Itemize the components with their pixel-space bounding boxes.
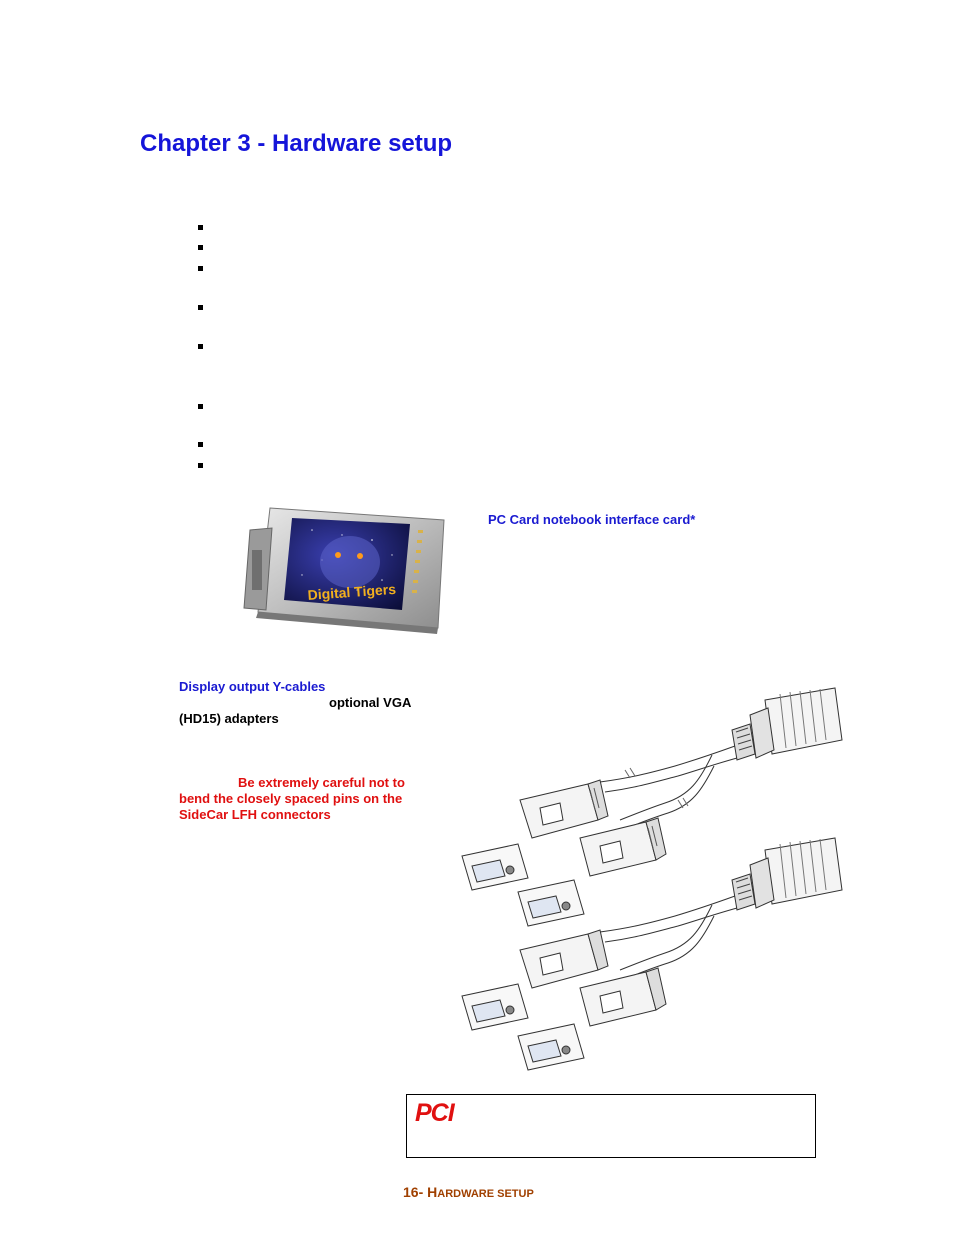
vga-adapters-caption-1: optional VGA xyxy=(329,695,412,710)
cable-caption xyxy=(179,679,429,727)
page-footer xyxy=(403,1184,534,1200)
pci-logo: PCI xyxy=(415,1099,454,1127)
list-bullet xyxy=(198,404,203,409)
warning-line-1: Be extremely careful not to xyxy=(238,775,405,790)
list-bullet xyxy=(198,266,203,271)
list-bullet xyxy=(198,442,203,447)
pc-card-image xyxy=(222,500,452,635)
y-cables-illustration xyxy=(450,670,850,1085)
list-bullet xyxy=(198,344,203,349)
list-bullet xyxy=(198,225,203,230)
footer-page: 16- xyxy=(403,1184,428,1200)
pc-card-caption: PC Card notebook interface card* xyxy=(488,512,696,527)
warning-line-2: bend the closely spaced pins on the xyxy=(179,791,403,806)
list-bullet xyxy=(198,463,203,468)
pci-note-box xyxy=(406,1094,816,1158)
vga-adapters-caption-2: (HD15) adapters xyxy=(179,711,279,726)
page-title: Chapter 3 - Hardware setup xyxy=(140,130,453,157)
footer-section-rest: ARDWARE SETUP xyxy=(437,1188,534,1200)
warning-text xyxy=(179,775,429,823)
warning-line-3: SideCar LFH connectors xyxy=(179,807,331,822)
y-cables-caption: Display output Y-cables xyxy=(179,679,326,694)
list-bullet xyxy=(198,245,203,250)
card-label: Digital Tigers xyxy=(307,580,397,603)
list-bullet xyxy=(198,305,203,310)
footer-section-initial: H xyxy=(427,1184,438,1200)
